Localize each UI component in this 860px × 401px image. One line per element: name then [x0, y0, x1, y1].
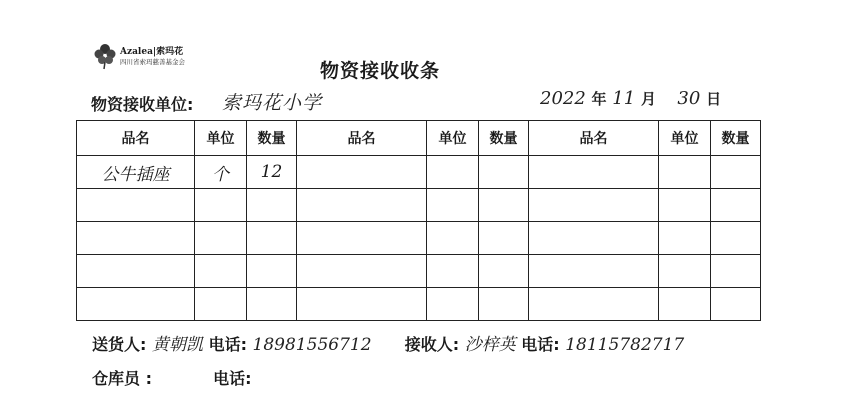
date-month-unit: 月 [640, 90, 656, 108]
table-cell [529, 255, 659, 288]
header-quantity: 数量 [711, 121, 761, 156]
table-cell [427, 222, 479, 255]
table-cell [711, 189, 761, 222]
warehouse-label: 仓库员 : [92, 369, 152, 388]
table-cell [247, 189, 297, 222]
table-cell [711, 222, 761, 255]
table-cell [659, 156, 711, 189]
azalea-flower-icon [92, 40, 118, 70]
header-unit: 单位 [427, 121, 479, 156]
table-cell [659, 222, 711, 255]
table-cell [659, 288, 711, 321]
document-title: 物资接收收条 [320, 60, 441, 82]
date-day: 30 [677, 88, 701, 109]
table-row [77, 255, 761, 288]
table-cell: 公牛插座 [77, 156, 195, 189]
table-cell [77, 189, 195, 222]
table-cell [297, 222, 427, 255]
table-cell [297, 156, 427, 189]
table-row [77, 189, 761, 222]
table-row [77, 156, 761, 189]
table-cell: 个 [195, 156, 247, 189]
table-cell [297, 288, 427, 321]
receiver-phone-label: 电话: [521, 335, 560, 354]
table-row [77, 288, 761, 321]
table-cell [711, 288, 761, 321]
receiving-unit-value: 索玛花小学 [222, 92, 323, 114]
table-cell [529, 222, 659, 255]
table-header-row [77, 121, 761, 156]
table-cell [711, 156, 761, 189]
table-row [77, 222, 761, 255]
table-cell [529, 189, 659, 222]
table-cell [529, 288, 659, 321]
table-cell [659, 255, 711, 288]
receiver-phone: 18115782717 [565, 335, 685, 355]
table-cell [427, 189, 479, 222]
table-cell [247, 288, 297, 321]
warehouse-phone-label: 电话: [213, 369, 252, 388]
deliverer-phone-label: 电话: [208, 335, 247, 354]
table-cell: 12 [247, 156, 297, 189]
receipt-date [540, 88, 721, 109]
header-quantity: 数量 [479, 121, 529, 156]
header-unit: 单位 [659, 121, 711, 156]
table-cell [195, 222, 247, 255]
table-cell [297, 189, 427, 222]
table-cell [479, 189, 529, 222]
items-table [76, 120, 761, 321]
table-cell [659, 189, 711, 222]
header-item-name: 品名 [297, 121, 427, 156]
table-cell [195, 288, 247, 321]
table-cell [77, 288, 195, 321]
date-year: 2022 [540, 88, 586, 109]
date-day-unit: 日 [706, 90, 722, 108]
table-cell [427, 288, 479, 321]
header-item-name: 品名 [77, 121, 195, 156]
logo-text: Azalea|索玛花 [120, 47, 184, 57]
header-unit: 单位 [195, 121, 247, 156]
table-cell [195, 255, 247, 288]
delivery-signature-line [92, 330, 684, 355]
table-cell [479, 222, 529, 255]
header-quantity: 数量 [247, 121, 297, 156]
table-cell [195, 189, 247, 222]
table-cell [247, 255, 297, 288]
table-cell [711, 255, 761, 288]
receiving-unit-label: 物资接收单位: [91, 95, 194, 114]
receiver-label: 接收人: [404, 335, 460, 354]
table-cell [247, 222, 297, 255]
table-cell [77, 222, 195, 255]
deliverer-phone: 18981556712 [252, 335, 372, 355]
table-cell [479, 288, 529, 321]
header-item-name: 品名 [529, 121, 659, 156]
organization-logo [92, 40, 202, 74]
table-cell [427, 156, 479, 189]
date-year-unit: 年 [591, 90, 607, 108]
table-cell [77, 255, 195, 288]
deliverer-signature: 黄朝凯 [151, 335, 203, 355]
date-month: 11 [612, 88, 636, 109]
receiver-signature: 沙梓英 [464, 335, 516, 355]
table-cell [529, 156, 659, 189]
table-cell [479, 156, 529, 189]
table-cell [479, 255, 529, 288]
warehouse-line [92, 366, 252, 389]
deliverer-label: 送货人: [92, 335, 147, 354]
table-cell [427, 255, 479, 288]
table-cell [297, 255, 427, 288]
logo-subtitle: 四川省索玛慈善基金会 [120, 58, 185, 66]
